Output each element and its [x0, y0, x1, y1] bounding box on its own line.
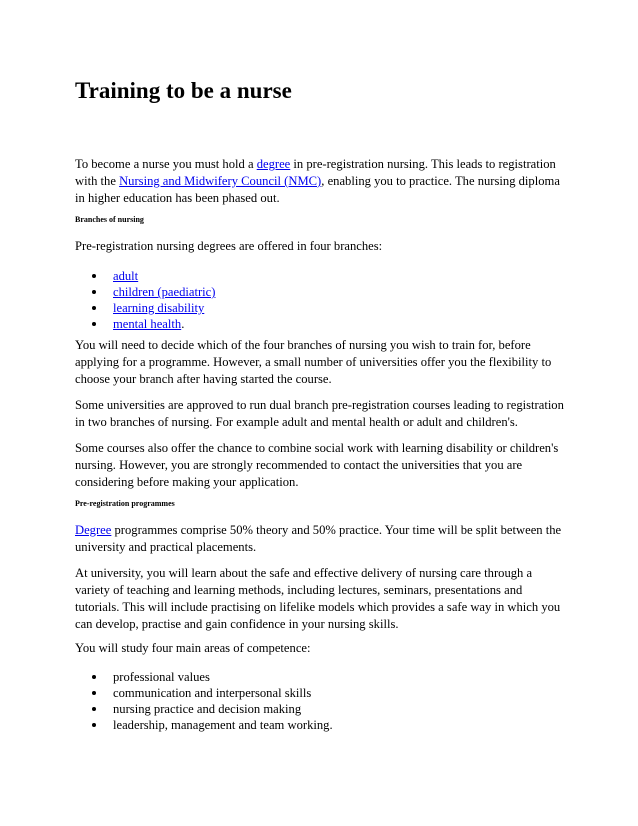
branches-heading: Branches of nursing — [75, 215, 144, 224]
branches-intro: Pre-registration nursing degrees are offered in four branches: — [75, 239, 383, 253]
branch-link-adult[interactable]: adult — [113, 269, 139, 283]
bullet-icon — [92, 723, 96, 727]
competence-item: leadership, management and team working. — [113, 718, 333, 732]
bullet-icon — [92, 675, 96, 679]
bullet-icon — [92, 322, 96, 326]
branch-link-mental-health[interactable]: mental health — [113, 317, 182, 331]
competence-item: nursing practice and decision making — [113, 702, 302, 716]
page-title: Training to be a nurse — [75, 78, 292, 103]
competence-intro: You will study four main areas of competence: — [75, 641, 311, 655]
nmc-link[interactable]: Nursing and Midwifery Council (NMC) — [119, 174, 322, 188]
list-item — [75, 685, 333, 701]
degree-link[interactable]: degree — [256, 157, 291, 171]
intro-text-1: To become a nurse you must hold a — [75, 157, 257, 171]
dual-branch-paragraph: Some universities are approved to run dual branch pre-registration courses leading to registration in two branches of nursing. For example adult and mental health or adult and children's. — [75, 398, 564, 429]
bullet-icon — [92, 306, 96, 310]
intro-text-2: in pre-registration nursing. This leads to registration with the — [75, 157, 556, 188]
branches-list — [75, 268, 215, 332]
degree-paragraph-text: programmes comprise 50% theory and 50% practice. Your time will be split between the university and practical placements. — [75, 523, 562, 554]
competence-item: professional values — [113, 670, 210, 684]
decide-paragraph: You will need to decide which of the four branches of nursing you wish to train for, before applying for a programme. However, a small number of universities offer you the flexibility to choose your branch after having started the course. — [75, 338, 552, 386]
degree-programmes-link[interactable]: Degree — [75, 523, 112, 537]
bullet-icon — [92, 290, 96, 294]
competence-list — [75, 669, 333, 733]
branch-link-children[interactable]: children (paediatric) — [113, 285, 216, 299]
degree-paragraph — [75, 522, 565, 556]
list-item — [75, 701, 333, 717]
bullet-icon — [92, 691, 96, 695]
bullet-icon — [92, 707, 96, 711]
list-item — [75, 316, 215, 332]
list-item — [75, 300, 215, 316]
programmes-heading: Pre-registration programmes — [75, 499, 175, 508]
branch-link-learning-disability[interactable]: learning disability — [113, 301, 205, 315]
list-item — [75, 669, 333, 685]
list-suffix: . — [181, 317, 185, 331]
intro-text-3: , enabling you to practice. The nursing diploma in higher education has been phased out. — [75, 174, 560, 205]
bullet-icon — [92, 274, 96, 278]
list-item — [75, 284, 215, 300]
social-work-paragraph: Some courses also offer the chance to combine social work with learning disability or children's nursing. However, you are strongly recommended to contact the universities that you are considering before making your application. — [75, 441, 559, 489]
list-item — [75, 268, 215, 284]
list-item — [75, 717, 333, 733]
intro-paragraph — [75, 156, 565, 207]
university-paragraph: At university, you will learn about the safe and effective delivery of nursing care through a variety of teaching and learning methods, including lectures, seminars, presentations and tutorials. This will include practising on lifelike models which provides a safe way in which you can develop, practise and gain confidence in your nursing skills. — [75, 566, 561, 631]
competence-item: communication and interpersonal skills — [113, 686, 312, 700]
